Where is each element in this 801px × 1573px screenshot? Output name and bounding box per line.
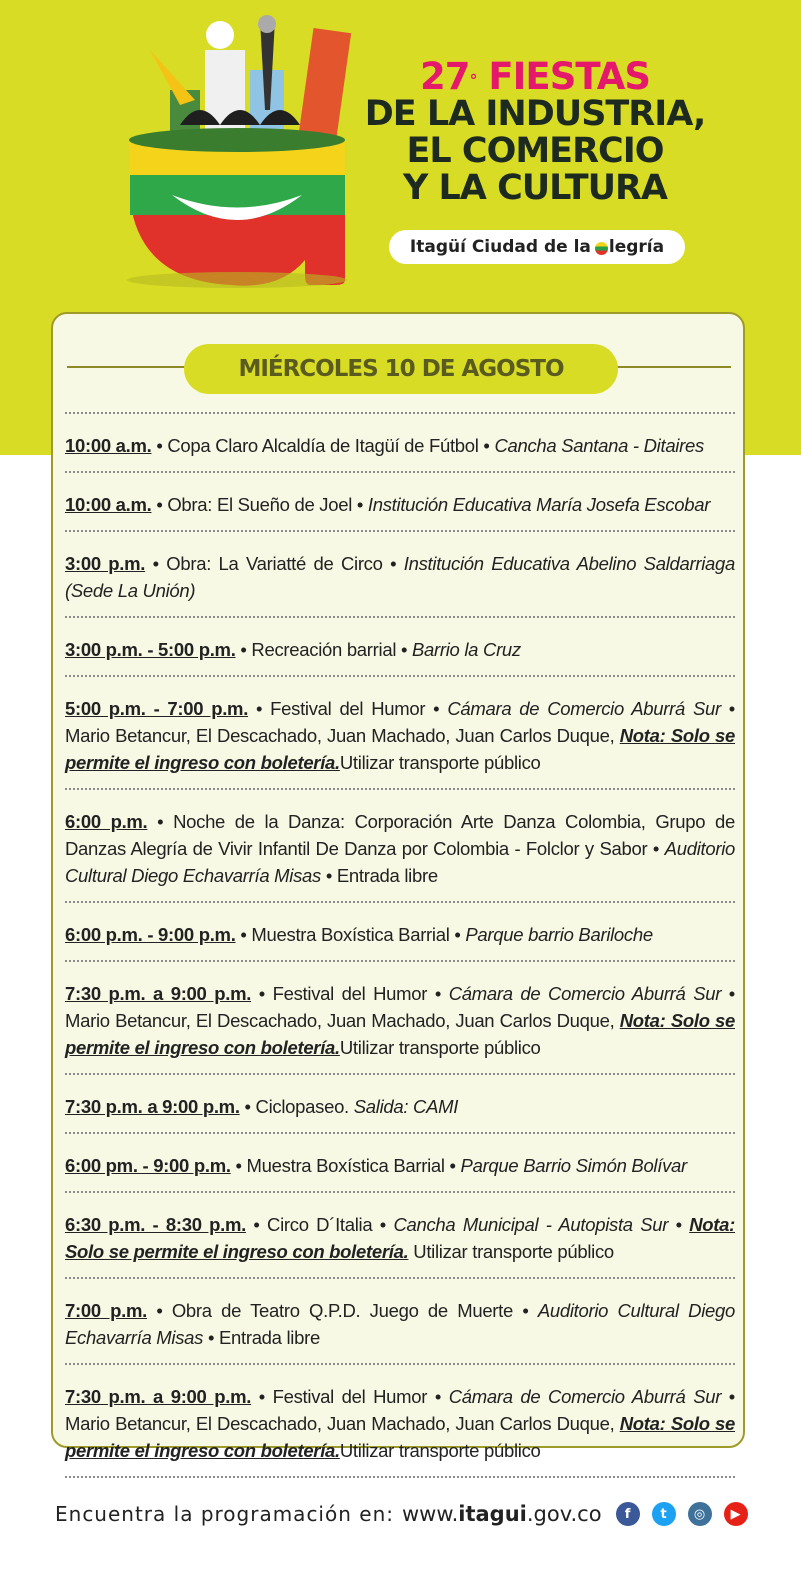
footer-label: Encuentra la programación en:: [55, 1502, 394, 1526]
event-separator: [65, 1191, 735, 1193]
event-venue: Cancha Municipal - Autopista Sur: [393, 1214, 669, 1235]
city-slogan: Itagüí Ciudad de la legría: [389, 230, 685, 264]
event-venue: Auditorio Cultural Diego Echavarría Misas: [65, 1300, 736, 1348]
event-venue: Parque barrio Bariloche: [465, 924, 653, 945]
event-separator: [65, 616, 735, 618]
event-description: • Obra: El Sueño de Joel •: [151, 494, 368, 515]
event-item: [65, 532, 735, 616]
event-list: [65, 412, 735, 1478]
event-description: • Festival del Humor •: [248, 698, 448, 719]
event-item: [65, 473, 735, 530]
event-time: 7:00 p.m.: [65, 1300, 147, 1321]
social-links: [616, 1502, 748, 1526]
event-details: • Entrada libre: [203, 1327, 320, 1348]
instagram-icon[interactable]: ◎: [688, 1502, 712, 1526]
event-description: • Copa Claro Alcaldía de Itagüí de Fútbol •: [151, 435, 495, 456]
event-description: • Muestra Boxística Barrial •: [235, 924, 466, 945]
event-details: •: [668, 1214, 690, 1235]
event-separator: [65, 1476, 735, 1478]
event-description: • Muestra Boxística Barrial •: [230, 1155, 461, 1176]
event-time: 6:00 p.m.: [65, 811, 148, 832]
event-time: 7:30 p.m. a 9:00 p.m.: [65, 1386, 252, 1407]
title-line-1: 27° FIESTAS: [419, 55, 650, 98]
event-description: • Noche de la Danza: Corporación Arte Danza Colombia, Grupo de Danzas Alegría de Vivir Infantil De Danza por Colombia - Folclor y Sabor •: [65, 811, 735, 859]
event-item: [65, 903, 735, 960]
event-item: [65, 790, 735, 901]
event-time: 10:00 a.m.: [65, 494, 152, 515]
event-separator: [65, 901, 735, 903]
event-venue: Barrio la Cruz: [411, 639, 521, 660]
event-time: 5:00 p.m. - 7:00 p.m.: [65, 698, 249, 719]
event-time: 6:00 p.m. - 9:00 p.m.: [65, 924, 236, 945]
event-venue: Cámara de Comercio Aburrá Sur: [448, 983, 722, 1004]
festival-logo-icon: [110, 10, 370, 290]
event-transport: Utilizar transporte público: [339, 752, 541, 773]
title-line-4: Y LA CULTURA: [402, 168, 668, 208]
event-description: • Obra: La Variatté de Circo •: [145, 553, 404, 574]
event-item: [65, 1134, 735, 1191]
event-item: [65, 962, 735, 1073]
event-separator: [65, 675, 735, 677]
event-venue: Cámara de Comercio Aburrá Sur: [448, 1386, 722, 1407]
event-description: • Ciclopaseo.: [239, 1096, 354, 1117]
title-line-3: EL COMERCIO: [406, 131, 664, 171]
event-time: 10:00 a.m.: [65, 435, 152, 456]
event-description: • Circo D´Italia •: [245, 1214, 394, 1235]
event-transport: Utilizar transporte público: [408, 1241, 614, 1262]
event-separator: [65, 1363, 735, 1365]
event-item: [65, 677, 735, 788]
event-venue: Auditorio Cultural Diego Echavarría Misas: [65, 838, 735, 886]
event-transport: Utilizar transporte público: [339, 1440, 541, 1461]
event-venue: Institución Educativa María Josefa Escobar: [367, 494, 711, 515]
event-time: 7:30 p.m. a 9:00 p.m.: [65, 983, 252, 1004]
event-venue: Salida: CAMI: [353, 1096, 459, 1117]
event-item: [65, 1279, 735, 1363]
event-note: Nota: Solo se permite el ingreso con boletería.: [65, 1413, 735, 1461]
event-description: • Festival del Humor •: [251, 983, 449, 1004]
event-time: 3:00 p.m. - 5:00 p.m.: [65, 639, 236, 660]
event-details: • Entrada libre: [320, 865, 438, 886]
facebook-icon[interactable]: f: [616, 1502, 640, 1526]
event-separator: [65, 1277, 735, 1279]
event-item: [65, 1365, 735, 1476]
event-item: [65, 618, 735, 675]
twitter-icon[interactable]: t: [652, 1502, 676, 1526]
event-venue: Institución Educativa Abelino Saldarriaga (Sede La Unión): [65, 553, 736, 601]
event-details: • Mario Betancur, El Descachado, Juan Machado, Juan Carlos Duque,: [65, 1386, 735, 1434]
event-time: 7:30 p.m. a 9:00 p.m.: [65, 1096, 240, 1117]
event-description: • Festival del Humor •: [251, 1386, 449, 1407]
youtube-icon[interactable]: ▶: [724, 1502, 748, 1526]
event-venue: Cancha Santana - Ditaires: [494, 435, 704, 456]
event-separator: [65, 412, 735, 414]
event-details: • Mario Betancur, El Descachado, Juan Machado, Juan Carlos Duque,: [65, 983, 735, 1031]
event-separator: [65, 1073, 735, 1075]
event-separator: [65, 960, 735, 962]
event-separator: [65, 530, 735, 532]
event-transport: Utilizar transporte público: [339, 1037, 541, 1058]
event-venue: Parque Barrio Simón Bolívar: [460, 1155, 687, 1176]
event-time: 3:00 p.m.: [65, 553, 146, 574]
title-line-2: DE LA INDUSTRIA,: [364, 94, 706, 134]
event-details: • Mario Betancur, El Descachado, Juan Machado, Juan Carlos Duque,: [65, 698, 735, 746]
event-note: Nota: Solo se permite el ingreso con boletería.: [65, 1010, 735, 1058]
event-description: • Obra de Teatro Q.P.D. Juego de Muerte •: [147, 1300, 538, 1321]
website-link[interactable]: www.itagui.gov.co: [401, 1502, 602, 1526]
event-item: [65, 1075, 735, 1132]
event-item: [65, 414, 735, 471]
event-separator: [65, 1132, 735, 1134]
event-item: [65, 1193, 735, 1277]
alegria-a-icon: [595, 242, 608, 255]
event-separator: [65, 471, 735, 473]
festival-title: [360, 55, 710, 208]
schedule-card: [51, 312, 745, 1461]
event-time: 6:00 pm. - 9:00 p.m.: [65, 1155, 231, 1176]
event-time: 6:30 p.m. - 8:30 p.m.: [65, 1214, 246, 1235]
event-separator: [65, 788, 735, 790]
day-heading: MIÉRCOLES 10 DE AGOSTO: [184, 344, 618, 394]
event-note: Nota: Solo se permite el ingreso con boletería.: [65, 725, 735, 773]
event-note: Nota: Solo se permite el ingreso con boletería.: [65, 1214, 735, 1262]
event-description: • Recreación barrial •: [235, 639, 412, 660]
footer: [55, 1497, 755, 1531]
event-venue: Cámara de Comercio Aburrá Sur: [447, 698, 721, 719]
